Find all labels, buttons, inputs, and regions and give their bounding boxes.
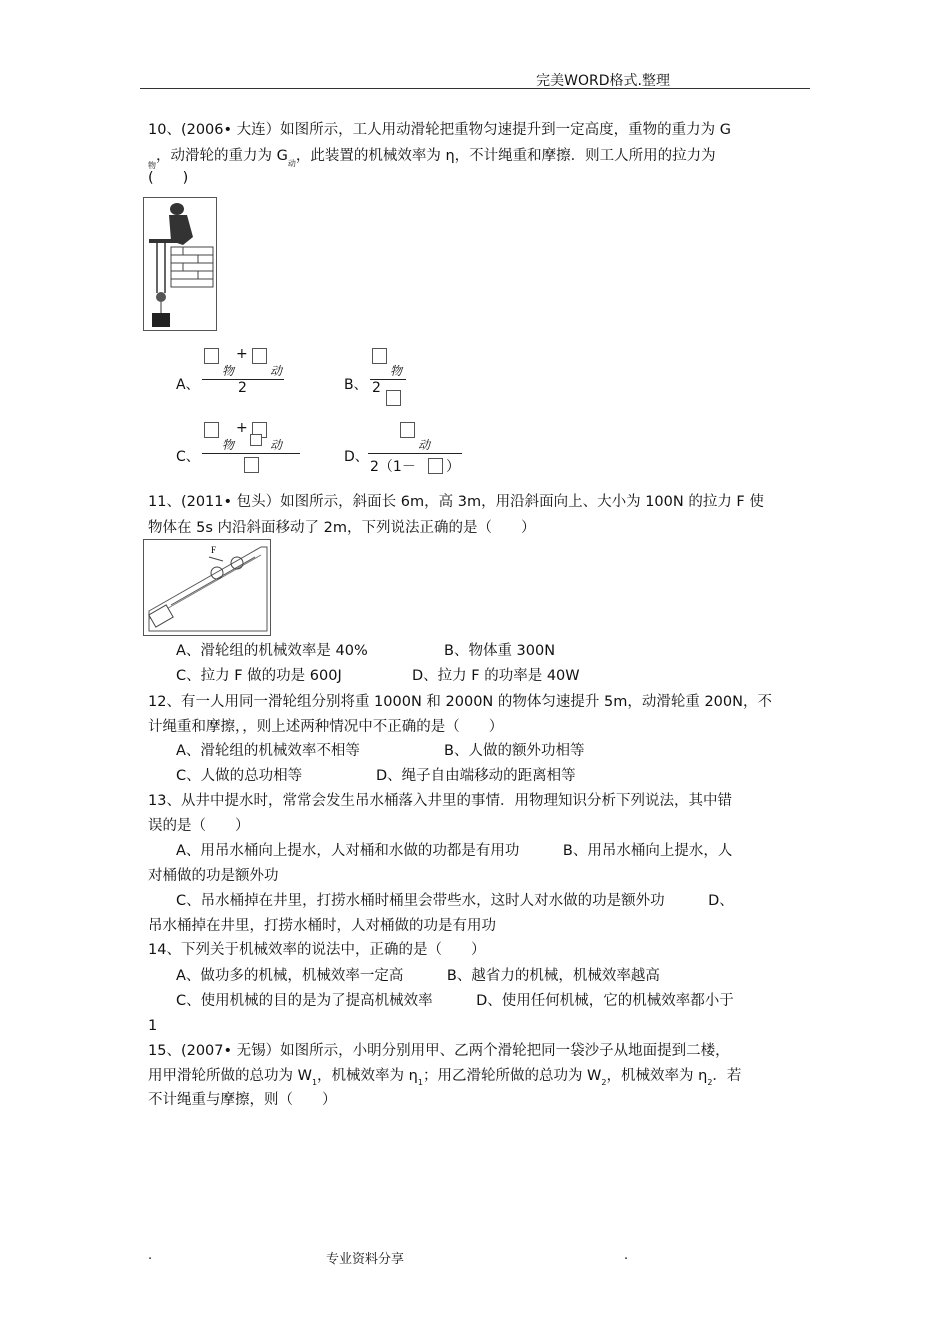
q15-line2d: ，机械效率为 η [606, 1068, 708, 1084]
q12-option-c[interactable]: C、人做的总功相等 [176, 768, 303, 784]
close-paren: ） [446, 459, 460, 475]
q12-option-d[interactable]: D、绳子自由端移动的距离相等 [376, 768, 576, 784]
placeholder-box [252, 348, 267, 364]
sub-dong: 动 [270, 438, 283, 452]
q14-line4: 1 [148, 1018, 158, 1034]
q10-sub-dong: 动 [287, 159, 296, 168]
sub-wu: 物 [222, 438, 235, 452]
placeholder-box [250, 434, 262, 446]
q15-line2e: ．若 [712, 1068, 742, 1084]
sub-dong: 动 [418, 438, 431, 452]
q15-sub2: 1 [417, 1078, 423, 1087]
placeholder-box [400, 422, 415, 438]
placeholder-box [386, 390, 401, 406]
q15-line1: 15、(2007• 无锡）如图所示，小明分别用甲、乙两个滑轮把同一袋沙子从地面提到二楼， [148, 1043, 730, 1059]
q11-line2: 物体在 5s 内沿斜面移动了 2m，下列说法正确的是（ ） [148, 520, 536, 536]
q13-line6: 吊水桶掉在井里，打捞水桶时，人对桶做的功是有用功 [148, 918, 496, 934]
load-block [152, 313, 170, 327]
header-text: 完美WORD格式.整理 [536, 73, 670, 89]
plus-sign: + [236, 346, 248, 362]
q10-line1: 10、(2006• 大连）如图所示，工人用动滑轮把重物匀速提升到一定高度，重物的重力为 G [148, 122, 732, 138]
q12-line2: 计绳重和摩擦，，则上述两种情况中不正确的是（ ） [148, 719, 504, 735]
denominator: 2 [238, 380, 247, 396]
q10-pulley-figure [143, 197, 217, 331]
page-header [140, 68, 810, 89]
q15-sub3: 2 [601, 1078, 607, 1087]
footer-left-dot: . [148, 1248, 153, 1263]
q15-line3: 不计绳重与摩擦，则（ ） [148, 1092, 337, 1108]
q11-incline-figure [143, 539, 271, 636]
q10-line2b-text: ，此装置的机械效率为 η，不计绳重和摩擦．则工人所用的拉力为 [295, 148, 716, 164]
q15-line2a: 用甲滑轮所做的总功为 W [148, 1068, 312, 1084]
sub-wu: 物 [390, 364, 403, 378]
denominator-d: 2（1－ [370, 459, 416, 475]
q11-option-b[interactable]: B、物体重 300N [444, 643, 556, 659]
q10-line3: ( ) [148, 170, 189, 186]
q15-sub1: 1 [311, 1078, 318, 1087]
q10-option-c-label[interactable]: C、 [176, 449, 200, 465]
q12-option-b[interactable]: B、人做的额外功相等 [444, 743, 585, 759]
force-label: F [211, 545, 217, 555]
footer-center: 专业资料分享 [326, 1252, 405, 1267]
q13-line2: 误的是（ ） [148, 818, 250, 834]
q10-line2 [148, 146, 716, 168]
q10-line2-text: ，动滑轮的重力为 G [156, 148, 288, 164]
q15-line2c: ；用乙滑轮所做的总功为 W [422, 1068, 602, 1084]
q15-sub4: 2 [707, 1078, 713, 1087]
sub-dong: 动 [270, 364, 283, 378]
q11-option-c[interactable]: C、拉力 F 做的功是 600J [176, 668, 342, 684]
sub-wu: 物 [222, 364, 235, 378]
placeholder-box [372, 348, 387, 364]
q11-option-d[interactable]: D、拉力 F 的功率是 40W [412, 668, 580, 684]
movable-pulley [156, 292, 166, 302]
q12-option-a[interactable]: A、滑轮组的机械效率不相等 [176, 743, 360, 759]
q10-sub-wu: 物 [148, 161, 156, 170]
placeholder-box [204, 422, 219, 438]
footer-right-dot: . [624, 1248, 629, 1263]
q12-line1: 12、有一人用同一滑轮组分别将重 1000N 和 2000N 的物体匀速提升 5m，动滑轮重 200N，不 [148, 694, 772, 710]
placeholder-box [428, 458, 443, 474]
denominator: 2 [372, 380, 381, 396]
q10-option-a-label[interactable]: A、 [176, 377, 200, 393]
q13-line5: C、吊水桶掉在井里，打捞水桶时桶里会带些水，这时人对水做的功是额外功 D、 [176, 893, 734, 909]
q13-line3: A、用吊水桶向上提水，人对桶和水做的功都是有用功 B、用吊水桶向上提水，人 [176, 843, 733, 859]
placeholder-box [204, 348, 219, 364]
q13-line1: 13、从井中提水时，常常会发生吊水桶落入井里的事情．用物理知识分析下列说法，其中错 [148, 793, 732, 809]
plus-sign: + [236, 420, 248, 436]
q10-option-d-label[interactable]: D、 [344, 449, 369, 465]
placeholder-box [244, 457, 259, 473]
q13-line4: 对桶做的功是额外功 [148, 868, 279, 884]
q10-option-b-label[interactable]: B、 [344, 377, 368, 393]
q14-line3: C、使用机械的目的是为了提高机械效率 D、使用任何机械，它的机械效率都小于 [176, 993, 734, 1009]
q15-line2 [148, 1066, 741, 1088]
q14-line2: A、做功多的机械，机械效率一定高 B、越省力的机械，机械效率越高 [176, 968, 660, 984]
q11-line1: 11、(2011• 包头）如图所示，斜面长 6m，高 3m，用沿斜面向上、大小为 100N 的拉力 F 使 [148, 494, 764, 510]
q15-line2b: ，机械效率为 η [317, 1068, 418, 1084]
q14-line1: 14、下列关于机械效率的说法中，正确的是（ ） [148, 942, 486, 958]
q11-option-a[interactable]: A、滑轮组的机械效率是 40% [176, 643, 368, 659]
